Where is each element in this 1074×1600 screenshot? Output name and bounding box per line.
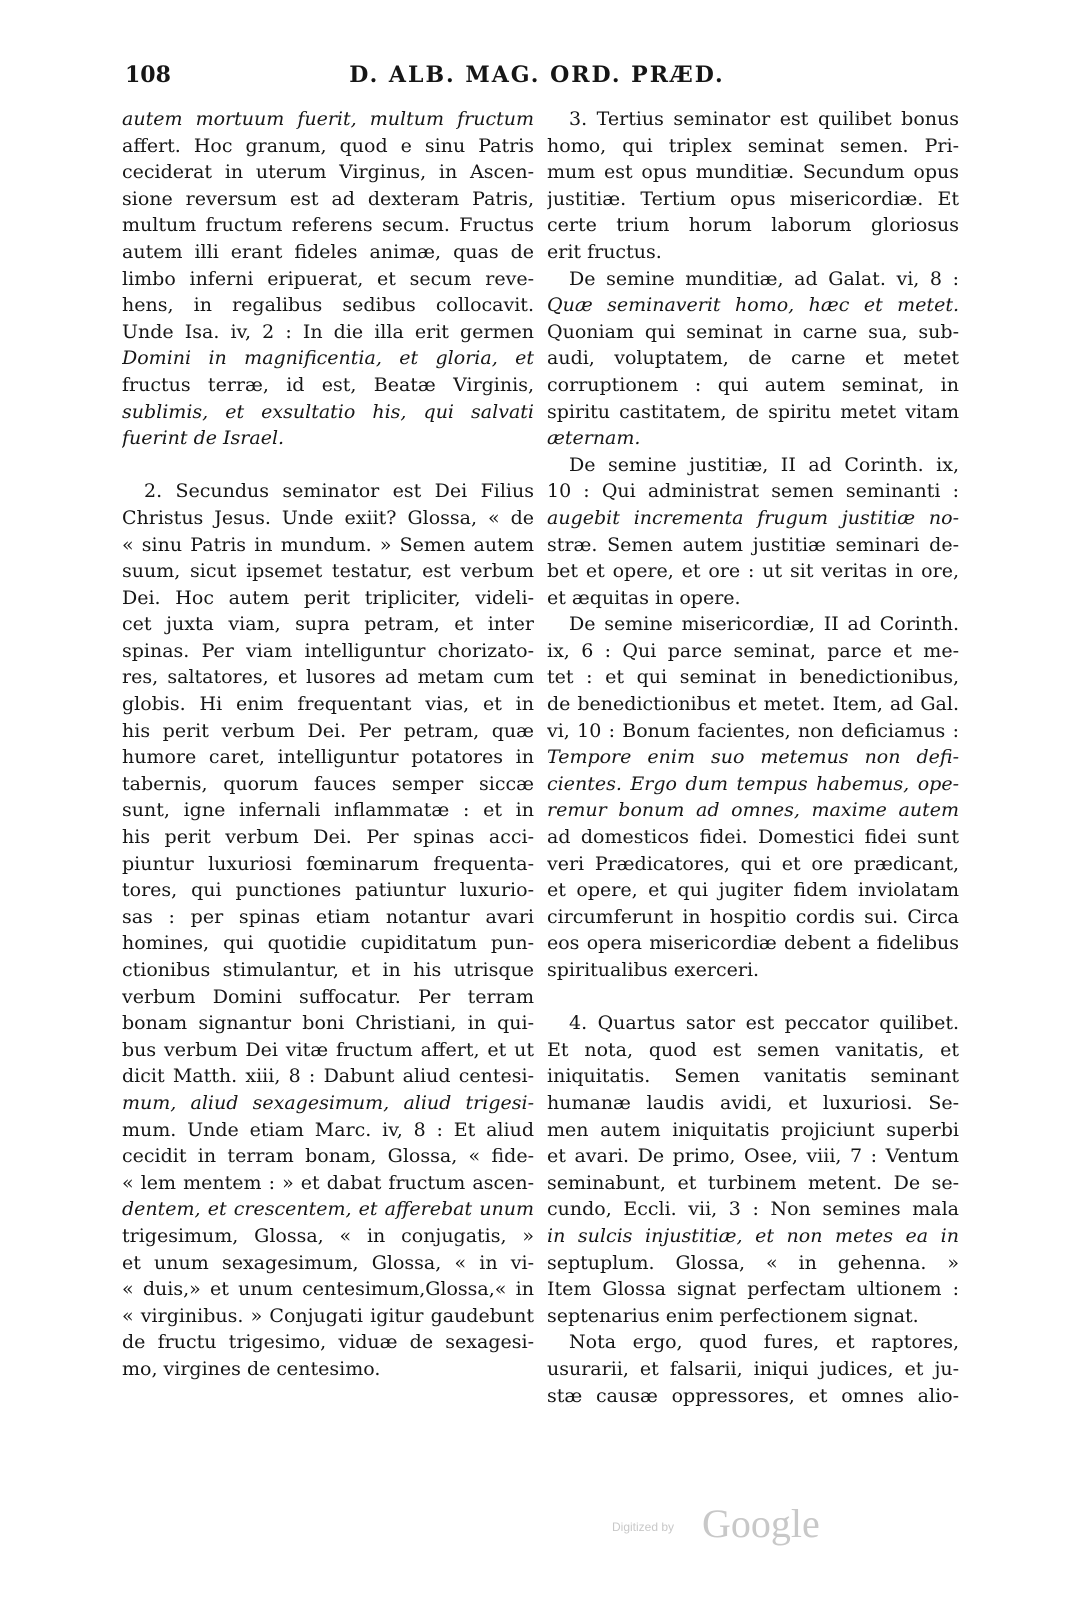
text-line: spinas. Per viam intelliguntur chorizato- <box>122 639 534 662</box>
text-line: usurarii, et falsarii, iniqui judices, et ju- <box>547 1357 959 1380</box>
text-line: et æquitas in opere. <box>547 586 741 609</box>
google-logo: Google <box>702 1501 820 1546</box>
text-line: fuerint de Israel. <box>122 427 285 450</box>
page-number: 108 <box>125 62 171 88</box>
text-line: « sinu Patris in mundum. » Semen autem <box>122 533 534 556</box>
text-line: De semine justitiæ, II ad Corinth. ix, <box>569 453 959 476</box>
text-line: vi, 10 : Bonum facientes, non deficiamus : <box>547 719 959 742</box>
text-line: cet juxta viam, supra petram, et inter <box>122 613 534 636</box>
text-line: autem illi erant fideles animæ, quas de <box>122 240 534 263</box>
text-line: veri Prædicatores, qui et ore prædicant, <box>547 852 959 875</box>
text-line: 2. Secundus seminator est Dei Filius <box>144 480 534 503</box>
text-line: erit fructus. <box>547 240 662 263</box>
watermark-caption: Digitized by <box>612 1520 675 1534</box>
text-line: iniquitatis. Semen vanitatis seminant <box>547 1065 959 1088</box>
text-line: Tempore enim suo metemus non defi- <box>547 746 959 769</box>
text-line: remur bonum ad omnes, maxime autem <box>547 799 959 822</box>
text-line: mum est opus munditiæ. Secundum opus <box>547 161 959 184</box>
text-line: et unum sexagesimum, Glossa, « in vi- <box>122 1251 534 1274</box>
text-line: Christus Jesus. Unde exiit? Glossa, « de <box>122 506 534 529</box>
text-line: De semine munditiæ, ad Galat. vi, 8 : <box>569 267 959 290</box>
text-line: humore caret, intelliguntur potatores in <box>122 746 534 769</box>
text-line: sublimis, et exsultatio his, qui salvati <box>122 400 534 423</box>
text-line: in sulcis injustitiæ, et non metes ea in <box>547 1224 959 1247</box>
text-line: tet : et qui seminat in benedictionibus, <box>547 666 959 689</box>
text-line: cundo, Eccli. vii, 3 : Non semines mala <box>547 1198 959 1221</box>
text-line: et avari. De primo, Osee, viii, 7 : Ventum <box>547 1145 959 1168</box>
text-line: Unde Isa. iv, 2 : In die illa erit germen <box>122 320 534 343</box>
text-line: stæ causæ oppressores, et omnes alio- <box>547 1384 959 1407</box>
text-line: dentem, et crescentem, et afferebat unum <box>122 1198 534 1221</box>
text-line: augebit incrementa frugum justitiæ no- <box>547 506 959 529</box>
text-line: 3. Tertius seminator est quilibet bonus <box>569 108 959 130</box>
text-line: his perit verbum Dei. Per petram, quæ <box>122 719 534 742</box>
text-line: humanæ laudis avidi, et luxuriosi. Se- <box>547 1091 959 1114</box>
text-line: affert. Hoc granum, quod e sinu Patris <box>122 134 534 157</box>
text-line: Nota ergo, quod fures, et raptores, <box>569 1331 959 1354</box>
text-line: multum fructum referens secum. Fructus <box>122 214 534 237</box>
text-line: sione reversum est ad dexteram Patris, <box>122 187 534 210</box>
text-line: globis. Hi enim frequentant vias, et in <box>122 693 534 716</box>
digitized-watermark <box>612 1500 832 1550</box>
paragraph-gap <box>122 452 534 479</box>
text-line: et opere, et qui jugiter fidem inviolatam <box>547 879 959 902</box>
text-line: spiritu castitatem, de spiritu metet vitam <box>547 400 959 423</box>
text-line: corruptionem : qui autem seminat, in <box>547 373 959 396</box>
text-line: mo, virgines de centesimo. <box>122 1357 381 1380</box>
text-line: fructus terræ, id est, Beatæ Virginis, <box>122 373 534 396</box>
text-line: homines, qui quotidie cupiditatum pun- <box>122 932 534 955</box>
text-line: spiritualibus exerceri. <box>547 959 760 981</box>
text-line: cientes. Ergo dum tempus habemus, ope- <box>547 772 959 795</box>
text-line: septenarius enim perfectionem signat. <box>547 1304 919 1327</box>
text-line: mum. Unde etiam Marc. iv, 8 : Et aliud <box>122 1118 534 1141</box>
text-line: eos opera misericordiæ debent a fidelibus <box>547 932 959 955</box>
paragraph-gap <box>547 984 959 1011</box>
text-line: Quæ seminaverit homo, hæc et metet. <box>547 294 959 317</box>
text-line: 10 : Qui administrat semen seminanti : <box>547 480 959 503</box>
text-line: tores, qui punctiones patiuntur luxurio- <box>122 879 534 902</box>
left-text-column <box>122 106 534 1383</box>
page-header <box>0 62 1074 92</box>
right-text-column <box>547 106 959 1409</box>
text-line: « duis,» et unum centesimum,Glossa,« in <box>122 1278 534 1301</box>
text-line: autem mortuum fuerit, multum fructum <box>122 108 534 130</box>
text-line: seminabunt, et turbinem metent. De se- <box>547 1171 959 1194</box>
text-line: mum, aliud sexagesimum, aliud trigesi- <box>122 1091 534 1114</box>
text-line: tabernis, quorum fauces semper siccæ <box>122 772 534 795</box>
text-line: ceciderat in uterum Virginus, in Ascen- <box>122 161 534 184</box>
text-line: bonam signantur boni Christiani, in qui- <box>122 1012 534 1035</box>
text-line: Item Glossa signat perfectam ultionem : <box>547 1278 959 1301</box>
text-line: dicit Matth. xiii, 8 : Dabunt aliud centesi- <box>122 1065 534 1088</box>
text-line: septuplum. Glossa, « in gehenna. » <box>547 1251 959 1274</box>
text-line: Et nota, quod est semen vanitatis, et <box>547 1038 959 1061</box>
text-line: trigesimum, Glossa, « in conjugatis, » <box>122 1224 534 1247</box>
text-line: bus verbum Dei vitæ fructum affert, et ut <box>122 1038 534 1061</box>
text-line: « virginibus. » Conjugati igitur gaudebunt <box>122 1304 534 1327</box>
text-line: ix, 6 : Qui parce seminat, parce et me- <box>547 639 959 662</box>
text-line: justitiæ. Tertium opus misericordiæ. Et <box>547 187 959 210</box>
text-line: men autem iniquitatis projiciunt superbi <box>547 1118 959 1141</box>
text-line: Domini in magnificentia, et gloria, et <box>122 347 534 370</box>
text-line: certe trium horum laborum gloriosus <box>547 214 959 237</box>
text-line: Quoniam qui seminat in carne sua, sub- <box>547 320 959 343</box>
text-line: homo, qui triplex seminat semen. Pri- <box>547 134 959 157</box>
running-title: D. ALB. MAG. ORD. PRÆD. <box>349 62 725 88</box>
text-line: ad domesticos fidei. Domestici fidei sunt <box>547 826 959 849</box>
text-line: bet et opere, et ore : ut sit veritas in ore, <box>547 560 959 583</box>
text-line: sunt, igne infernali inflammatæ : et in <box>122 799 534 822</box>
text-line: circumferunt in hospitio cordis sui. Circa <box>547 905 959 928</box>
text-line: stræ. Semen autem justitiæ seminari de- <box>547 533 959 556</box>
text-line: limbo inferni eripuerat, et secum reve- <box>122 267 534 290</box>
text-line: verbum Domini suffocatur. Per terram <box>122 985 534 1008</box>
text-line: res, saltatores, et lusores ad metam cum <box>122 666 534 689</box>
text-line: ctionibus stimulantur, et in his utrisque <box>122 959 534 981</box>
text-line: his perit verbum Dei. Per spinas acci- <box>122 826 534 849</box>
text-line: De semine misericordiæ, II ad Corinth. <box>569 613 959 636</box>
text-line: audi, voluptatem, de carne et metet <box>547 347 959 370</box>
text-line: de benedictionibus et metet. Item, ad Gal. <box>547 693 959 716</box>
text-line: Dei. Hoc autem perit tripliciter, videli- <box>122 586 534 609</box>
text-line: æternam. <box>547 427 641 450</box>
text-line: 4. Quartus sator est peccator quilibet. <box>569 1012 959 1035</box>
text-line: sas : per spinas etiam notantur avari <box>122 905 534 928</box>
text-line: de fructu trigesimo, viduæ de sexagesi- <box>122 1331 534 1354</box>
text-line: suum, sicut ipsemet testatur, est verbum <box>122 560 534 583</box>
text-line: hens, in regalibus sedibus collocavit. <box>122 294 534 317</box>
text-line: cecidit in terram bonam, Glossa, « fide- <box>122 1145 534 1168</box>
text-line: piuntur luxuriosi fœminarum frequenta- <box>122 852 534 875</box>
text-line: « lem mentem : » et dabat fructum ascen- <box>122 1171 534 1194</box>
